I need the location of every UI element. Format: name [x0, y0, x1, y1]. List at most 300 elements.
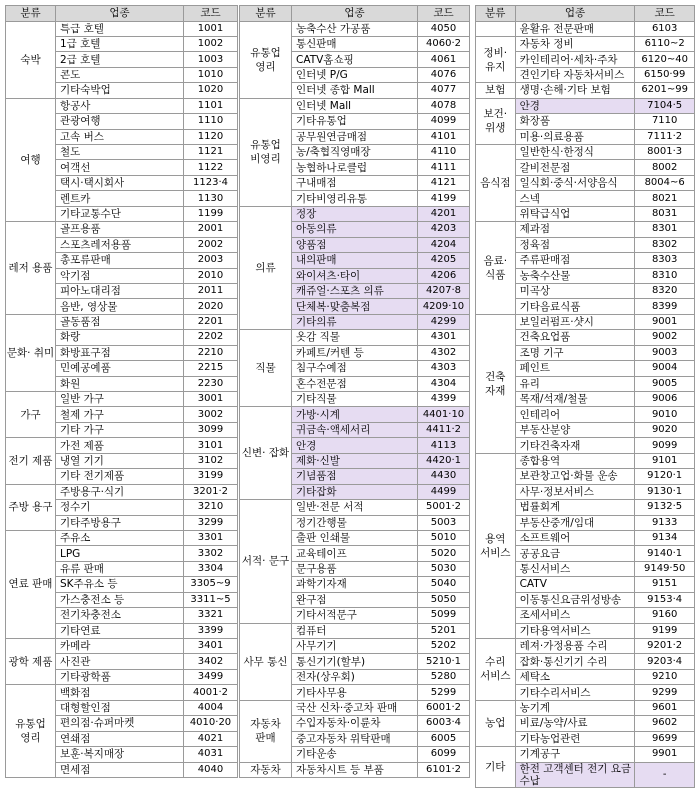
code-cell: 5202	[418, 639, 470, 654]
code-cell: 8302	[635, 237, 695, 252]
code-cell: 6101·2	[418, 762, 470, 777]
industry-cell: 내의판매	[292, 253, 418, 268]
industry-cell: 제화·신발	[292, 453, 418, 468]
industry-cell: 농기계	[515, 700, 635, 715]
industry-cell: 출판 인쇄물	[292, 530, 418, 545]
industry-cell: 부동산중개/임대	[515, 515, 635, 530]
code-cell: 4061	[418, 52, 470, 67]
industry-cell: 기타운송	[292, 747, 418, 762]
table-row	[240, 500, 470, 515]
code-cell: 3499	[184, 669, 238, 684]
industry-cell: 비료/농약/사료	[515, 716, 635, 731]
industry-cell: 특급 호텔	[56, 21, 184, 36]
industry-cell: 인테리어	[515, 407, 635, 422]
category-cell: 유통업 영리	[6, 685, 56, 778]
category-cell: 가구	[6, 392, 56, 438]
table-row	[240, 206, 470, 221]
industry-cell: 목재/석재/철물	[515, 392, 635, 407]
code-cell: 4207·8	[418, 283, 470, 298]
industry-cell: 소프트웨어	[515, 530, 635, 545]
industry-cell: 안경	[292, 438, 418, 453]
code-cell: 4078	[418, 98, 470, 113]
industry-cell: 정기간행물	[292, 515, 418, 530]
code-cell: 6099	[418, 747, 470, 762]
code-cell: 4204	[418, 237, 470, 252]
code-cell: 7110	[635, 114, 695, 129]
code-cell: 4040	[184, 762, 238, 777]
code-cell: 3302	[184, 546, 238, 561]
industry-cell: 여객선	[56, 160, 184, 175]
industry-cell: 기타직물	[292, 392, 418, 407]
industry-cell: 기타수리서비스	[515, 685, 635, 700]
code-cell: 7111·2	[635, 129, 695, 144]
industry-cell: 택시·택시회사	[56, 175, 184, 190]
industry-cell: 화원	[56, 376, 184, 391]
industry-cell: 자동차 정비	[515, 36, 635, 51]
industry-cell: 양품점	[292, 237, 418, 252]
industry-cell: 고속 버스	[56, 129, 184, 144]
code-cell: 2020	[184, 299, 238, 314]
category-cell: 연료 판매	[6, 530, 56, 638]
code-cell: 6003·4	[418, 716, 470, 731]
industry-cell: 가스충전소 등	[56, 592, 184, 607]
industry-cell: 화장품	[515, 114, 635, 129]
industry-cell: 자동차시트 등 부품	[292, 762, 418, 777]
industry-cell: 와이셔츠·타이	[292, 268, 418, 283]
code-cell: 3301	[184, 530, 238, 545]
table-row	[476, 98, 695, 113]
category-cell: 보험	[476, 83, 516, 98]
code-cell: 6201~99	[635, 83, 695, 98]
code-cell: 8002	[635, 160, 695, 175]
code-cell: 3001	[184, 392, 238, 407]
industry-cell: 총포류판매	[56, 253, 184, 268]
industry-cell: 기타잡화	[292, 484, 418, 499]
industry-cell: 제과점	[515, 222, 635, 237]
code-cell: 2003	[184, 253, 238, 268]
code-cell: 4113	[418, 438, 470, 453]
industry-cell: 기계공구	[515, 747, 635, 762]
industry-cell: 기타교통수단	[56, 206, 184, 221]
industry-cell: 카메라	[56, 639, 184, 654]
code-cell: 5040	[418, 577, 470, 592]
industry-cell: 기타연료	[56, 623, 184, 638]
code-cell: 8320	[635, 283, 695, 298]
industry-cell: 구내매점	[292, 175, 418, 190]
code-cell: 4430	[418, 469, 470, 484]
industry-cell: 연쇄점	[56, 731, 184, 746]
industry-cell: 피아노대리점	[56, 283, 184, 298]
code-cell: 2202	[184, 330, 238, 345]
code-cell: 9002	[635, 330, 695, 345]
industry-cell: 렌트카	[56, 191, 184, 206]
industry-cell: 조명 기구	[515, 345, 635, 360]
code-cell: 2230	[184, 376, 238, 391]
industry-cell: 기타음료식품	[515, 299, 635, 314]
industry-cell: 기타 전기제품	[56, 469, 184, 484]
category-cell: 레저 용품	[6, 222, 56, 315]
industry-header: 업종	[292, 6, 418, 22]
industry-cell: 페인트	[515, 361, 635, 376]
table-row	[6, 639, 238, 654]
industry-cell: 부동산분양	[515, 422, 635, 437]
code-cell: 8399	[635, 299, 695, 314]
industry-cell: 컴퓨터	[292, 623, 418, 638]
table-row	[6, 98, 238, 113]
industry-cell: 가방·시계	[292, 407, 418, 422]
code-cell: 4101	[418, 129, 470, 144]
code-cell: 6150·99	[635, 67, 695, 82]
code-cell: 4060·2	[418, 36, 470, 51]
code-cell: 8310	[635, 268, 695, 283]
industry-cell: 잡화·통신기기 수리	[515, 654, 635, 669]
code-cell: 4199	[418, 191, 470, 206]
code-header: 코드	[184, 6, 238, 22]
code-cell: 4499	[418, 484, 470, 499]
table-row	[6, 222, 238, 237]
code-cell: 3101	[184, 438, 238, 453]
category-header: 분류	[476, 6, 516, 22]
code-cell: 5210·1	[418, 654, 470, 669]
code-cell: 1130	[184, 191, 238, 206]
code-cell: 9010	[635, 407, 695, 422]
code-cell: 4077	[418, 83, 470, 98]
industry-cell: 기타용역서비스	[515, 623, 635, 638]
code-cell: 9901	[635, 747, 695, 762]
industry-cell: 문구용품	[292, 561, 418, 576]
industry-cell: 백화점	[56, 685, 184, 700]
code-cell: 5299	[418, 685, 470, 700]
code-cell: 1020	[184, 83, 238, 98]
category-cell: 기타	[476, 747, 516, 787]
category-cell: 여행	[6, 98, 56, 222]
code-cell: 4302	[418, 345, 470, 360]
code-cell: 9602	[635, 716, 695, 731]
code-cell: 4399	[418, 392, 470, 407]
code-cell: 3321	[184, 608, 238, 623]
code-cell: 4001·2	[184, 685, 238, 700]
industry-cell: 가전 제품	[56, 438, 184, 453]
code-table-1	[5, 5, 238, 778]
category-cell: 문화· 취미	[6, 314, 56, 391]
code-cell: 8021	[635, 191, 695, 206]
code-cell: 4110	[418, 145, 470, 160]
code-table-2	[239, 5, 470, 778]
category-cell: 직물	[240, 330, 292, 407]
industry-cell: 갈비전문점	[515, 160, 635, 175]
code-cell: 5030	[418, 561, 470, 576]
code-header: 코드	[635, 6, 695, 22]
code-cell: 8001·3	[635, 145, 695, 160]
code-cell: 9120·1	[635, 469, 695, 484]
code-cell: 1120	[184, 129, 238, 144]
industry-cell: 2급 호텔	[56, 52, 184, 67]
industry-cell: 정육점	[515, 237, 635, 252]
code-cell: 3299	[184, 515, 238, 530]
industry-cell: 공무원연금매점	[292, 129, 418, 144]
industry-cell: 보관창고업·화물 운송	[515, 469, 635, 484]
code-header: 코드	[418, 6, 470, 22]
category-cell: 전기 제품	[6, 438, 56, 484]
industry-cell: 골동품점	[56, 314, 184, 329]
table-row	[476, 21, 695, 36]
industry-cell: 일반한식·한정식	[515, 145, 635, 160]
code-cell: 4411·2	[418, 422, 470, 437]
code-cell: 4420·1	[418, 453, 470, 468]
table-row	[240, 21, 470, 36]
industry-cell: 미곡상	[515, 283, 635, 298]
industry-cell: 1급 호텔	[56, 36, 184, 51]
code-cell: 4209·10	[418, 299, 470, 314]
industry-cell: LPG	[56, 546, 184, 561]
industry-cell: 철제 가구	[56, 407, 184, 422]
industry-cell: 면세점	[56, 762, 184, 777]
category-cell: 용역 서비스	[476, 453, 516, 638]
industry-cell: 세탁소	[515, 669, 635, 684]
table-row	[240, 98, 470, 113]
header-row	[6, 6, 238, 22]
industry-cell: 기타유통업	[292, 114, 418, 129]
industry-cell: 안경	[515, 98, 635, 113]
category-cell: 광학 제품	[6, 639, 56, 685]
industry-cell: 일식회·중식·서양음식	[515, 175, 635, 190]
code-cell: 9203·4	[635, 654, 695, 669]
code-cell: 4203	[418, 222, 470, 237]
code-cell: 4021	[184, 731, 238, 746]
code-cell: 3210	[184, 500, 238, 515]
code-cell: 8301	[635, 222, 695, 237]
code-cell: 3102	[184, 453, 238, 468]
category-cell: 주방 용구	[6, 484, 56, 530]
code-cell: 4303	[418, 361, 470, 376]
industry-cell: 법률회계	[515, 500, 635, 515]
table-row	[476, 453, 695, 468]
industry-cell: 정수기	[56, 500, 184, 515]
industry-cell: 화랑	[56, 330, 184, 345]
code-cell: 1101	[184, 98, 238, 113]
industry-cell: 보훈·복지매장	[56, 747, 184, 762]
code-cell: 9006	[635, 392, 695, 407]
industry-cell: 카페트/커텐 등	[292, 345, 418, 360]
table-row	[240, 623, 470, 638]
industry-cell: 냉열 기기	[56, 453, 184, 468]
industry-cell: 공공요금	[515, 546, 635, 561]
industry-cell: 콘도	[56, 67, 184, 82]
industry-cell: 견인기타 자동차서비스	[515, 67, 635, 82]
code-cell: 2010	[184, 268, 238, 283]
code-cell: 4099	[418, 114, 470, 129]
industry-cell: 기타광학품	[56, 669, 184, 684]
code-cell: 2011	[184, 283, 238, 298]
table-row	[6, 484, 238, 499]
industry-cell: 화방표구점	[56, 345, 184, 360]
industry-cell: 기타주방용구	[56, 515, 184, 530]
industry-cell: 종합용역	[515, 453, 635, 468]
industry-cell: CATV홈쇼핑	[292, 52, 418, 67]
category-cell: 자동차 판매	[240, 700, 292, 762]
industry-cell: 기타숙박업	[56, 83, 184, 98]
code-cell: 2210	[184, 345, 238, 360]
industry-cell: 통신판매	[292, 36, 418, 51]
table-row	[476, 222, 695, 237]
code-cell: 1001	[184, 21, 238, 36]
code-cell: 1121	[184, 145, 238, 160]
code-cell: 5010	[418, 530, 470, 545]
code-cell: 4205	[418, 253, 470, 268]
industry-cell: 인터넷 P/G	[292, 67, 418, 82]
code-cell: 3399	[184, 623, 238, 638]
code-cell: 9160	[635, 608, 695, 623]
code-cell: 9699	[635, 731, 695, 746]
code-cell: 8004~6	[635, 175, 695, 190]
category-cell: 자동차	[240, 762, 292, 777]
code-cell: 4401·10	[418, 407, 470, 422]
code-cell: 9099	[635, 438, 695, 453]
table-row	[476, 700, 695, 715]
industry-cell: 과학기자재	[292, 577, 418, 592]
category-header: 분류	[6, 6, 56, 22]
table-row	[476, 36, 695, 51]
code-cell: 5003	[418, 515, 470, 530]
industry-cell: 기타비영리유통	[292, 191, 418, 206]
category-cell: 농업	[476, 700, 516, 746]
code-cell: 9005	[635, 376, 695, 391]
code-cell: 4004	[184, 700, 238, 715]
industry-cell: 농협하나로클럽	[292, 160, 418, 175]
code-cell: 4301	[418, 330, 470, 345]
industry-cell: 한전 고객센터 전기 요금 수납	[515, 762, 635, 787]
table-row	[476, 314, 695, 329]
code-cell: 9130·1	[635, 484, 695, 499]
code-cell: 1110	[184, 114, 238, 129]
industry-cell: 보일러펌프·샷시	[515, 314, 635, 329]
code-cell: 1002	[184, 36, 238, 51]
industry-cell: 음반, 영상물	[56, 299, 184, 314]
industry-cell: 주류판매점	[515, 253, 635, 268]
code-cell: 9003	[635, 345, 695, 360]
industry-cell: 기념품점	[292, 469, 418, 484]
industry-cell: 스넥	[515, 191, 635, 206]
category-cell: 신변· 잡화	[240, 407, 292, 500]
category-cell: 음식점	[476, 145, 516, 222]
industry-cell: 건축요업품	[515, 330, 635, 345]
code-cell: 3305~9	[184, 577, 238, 592]
industry-cell: 전자(상우회)	[292, 669, 418, 684]
code-cell: 3311~5	[184, 592, 238, 607]
industry-cell: 정장	[292, 206, 418, 221]
industry-cell: 기타의류	[292, 314, 418, 329]
industry-cell: 기타서적문구	[292, 608, 418, 623]
category-cell: 건축 자재	[476, 314, 516, 453]
industry-cell: 편의점·슈퍼마켓	[56, 716, 184, 731]
table-row	[476, 145, 695, 160]
industry-cell: 일반·전문 서적	[292, 500, 418, 515]
industry-cell: 철도	[56, 145, 184, 160]
industry-cell: 관광여행	[56, 114, 184, 129]
industry-cell: 유리	[515, 376, 635, 391]
code-cell: 1199	[184, 206, 238, 221]
industry-cell: 사무기기	[292, 639, 418, 654]
code-cell: 4121	[418, 175, 470, 190]
code-table-3	[475, 5, 695, 788]
industry-cell: 교육테이프	[292, 546, 418, 561]
industry-cell: 주방용구·식기	[56, 484, 184, 499]
table-row	[240, 330, 470, 345]
code-cell: 9132·5	[635, 500, 695, 515]
code-cell: 9149·50	[635, 561, 695, 576]
industry-cell: 스포츠레저용품	[56, 237, 184, 252]
industry-cell: 통신기기(할부)	[292, 654, 418, 669]
industry-cell: 카인테리어·세차·주차	[515, 52, 635, 67]
code-cell: 1122	[184, 160, 238, 175]
industry-cell: 인터넷 종합 Mall	[292, 83, 418, 98]
code-cell: 3099	[184, 422, 238, 437]
code-cell: 9151	[635, 577, 695, 592]
industry-cell: 아동의류	[292, 222, 418, 237]
industry-header: 업종	[515, 6, 635, 22]
table-row	[240, 407, 470, 422]
category-cell: 음료· 식품	[476, 222, 516, 315]
industry-cell: 생명·손해·기타 보험	[515, 83, 635, 98]
industry-cell: 위탁급식업	[515, 206, 635, 221]
industry-cell: CATV	[515, 577, 635, 592]
code-cell: 6103	[635, 21, 695, 36]
category-cell: 수리 서비스	[476, 639, 516, 701]
industry-cell: 사진관	[56, 654, 184, 669]
code-cell: 9133	[635, 515, 695, 530]
industry-cell: 미용·의료용품	[515, 129, 635, 144]
code-cell: 2001	[184, 222, 238, 237]
code-cell: 1003	[184, 52, 238, 67]
code-cell: 4076	[418, 67, 470, 82]
industry-cell: 대형할인점	[56, 700, 184, 715]
category-cell: 유통업 영리	[240, 21, 292, 98]
table-row	[6, 392, 238, 407]
industry-cell: 사무·정보서비스	[515, 484, 635, 499]
code-cell: 5099	[418, 608, 470, 623]
industry-cell: 민예공예품	[56, 361, 184, 376]
industry-cell: 기타사무용	[292, 685, 418, 700]
code-cell: 5201	[418, 623, 470, 638]
table-row	[476, 83, 695, 98]
industry-cell: 주유소	[56, 530, 184, 545]
code-cell: 9101	[635, 453, 695, 468]
industry-cell: 농축수산 가공품	[292, 21, 418, 36]
industry-cell: 레져·가정용품 수리	[515, 639, 635, 654]
industry-cell: 조세서비스	[515, 608, 635, 623]
industry-cell: 국산 신차·중고차 판매	[292, 700, 418, 715]
category-cell: 유통업 비영리	[240, 98, 292, 206]
code-cell: 9601	[635, 700, 695, 715]
industry-cell: 완구점	[292, 592, 418, 607]
industry-cell: 통신서비스	[515, 561, 635, 576]
industry-cell: 골프용품	[56, 222, 184, 237]
industry-cell: 인터넷 Mall	[292, 98, 418, 113]
code-cell: 3304	[184, 561, 238, 576]
code-cell: 3002	[184, 407, 238, 422]
industry-cell: 유류 판매	[56, 561, 184, 576]
industry-cell: 농축수산물	[515, 268, 635, 283]
code-cell: 5050	[418, 592, 470, 607]
table-row	[476, 639, 695, 654]
code-cell: 4206	[418, 268, 470, 283]
table-row	[6, 21, 238, 36]
code-cell: 2215	[184, 361, 238, 376]
code-cell: 1123·4	[184, 175, 238, 190]
industry-cell: 이동통신요금위성방송	[515, 592, 635, 607]
table-row	[6, 314, 238, 329]
code-cell: 4304	[418, 376, 470, 391]
